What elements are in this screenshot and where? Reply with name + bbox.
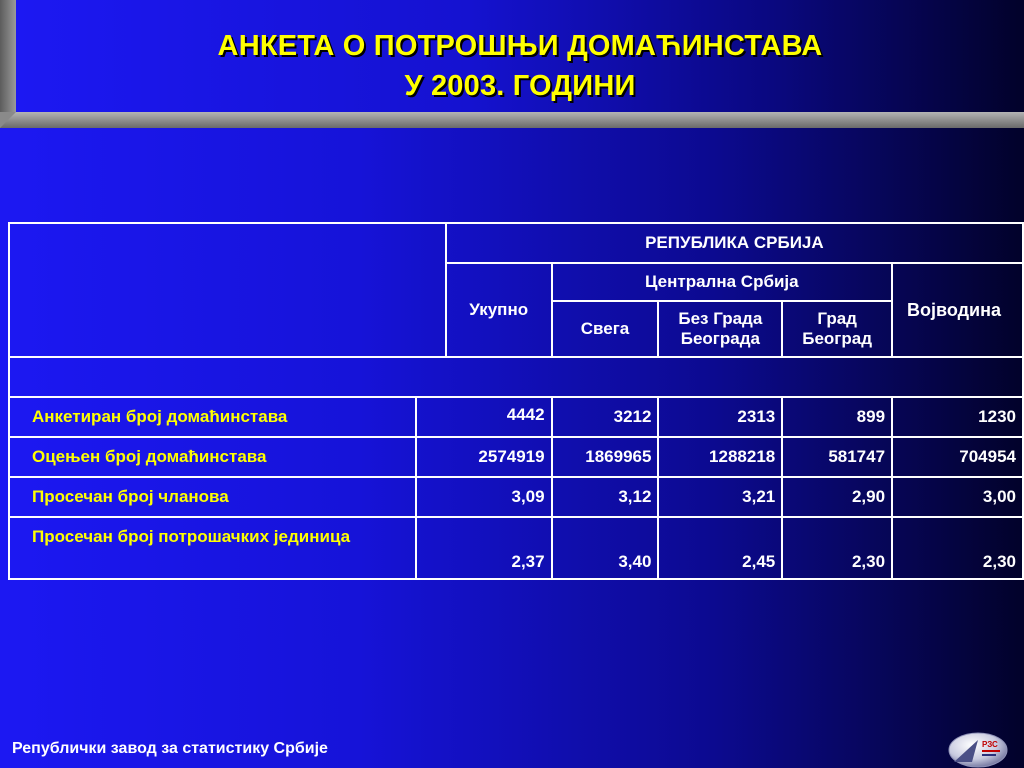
table-row	[9, 397, 1023, 437]
svg-text:РЗС: РЗС	[982, 740, 998, 749]
cell-all: 3212	[552, 397, 659, 437]
title-bar	[0, 0, 1024, 128]
cell-without-belgrade: 2313	[658, 397, 782, 437]
footer-institution: Републички завод за статистику Србије	[12, 740, 328, 757]
row-label: Просечан број чланова	[9, 477, 416, 517]
title-bevel-left	[0, 0, 16, 112]
title-bevel-bottom	[0, 112, 1024, 128]
cell-vojvodina: 704954	[892, 437, 1023, 477]
cell-vojvodina: 1230	[892, 397, 1023, 437]
title-line-1: АНКЕТА О ПОТРОШЊИ ДОМАЋИНСТАВА	[217, 30, 823, 62]
row-label: Анкетиран број домаћинстава	[9, 397, 416, 437]
cell-all: 1869965	[552, 437, 659, 477]
row-label: Просечан број потрошачких јединица	[9, 517, 416, 579]
title-face	[16, 0, 1024, 112]
cell-total: 3,09	[416, 477, 552, 517]
cell-all: 3,40	[552, 517, 659, 579]
cell-belgrade: 581747	[782, 437, 892, 477]
cell-without-belgrade: 1288218	[658, 437, 782, 477]
cell-vojvodina: 3,00	[892, 477, 1023, 517]
table-corner-cell	[9, 223, 446, 357]
rzs-logo-icon	[948, 732, 1008, 768]
header-central-serbia: Централна Србија	[552, 263, 892, 301]
cell-belgrade: 2,30	[782, 517, 892, 579]
spacer-row	[9, 357, 1023, 397]
header-vojvodina: Војводина	[892, 263, 1023, 357]
cell-without-belgrade: 2,45	[658, 517, 782, 579]
cell-belgrade: 899	[782, 397, 892, 437]
cell-total: 4442	[416, 397, 552, 437]
cell-total: 2,37	[416, 517, 552, 579]
cell-all: 3,12	[552, 477, 659, 517]
cell-vojvodina: 2,30	[892, 517, 1023, 579]
page-title	[16, 26, 1024, 106]
table-row	[9, 477, 1023, 517]
header-republic: РЕПУБЛИКА СРБИЈА	[446, 223, 1023, 263]
table-row	[9, 517, 1023, 579]
cell-without-belgrade: 3,21	[658, 477, 782, 517]
table-row	[9, 437, 1023, 477]
cell-total: 2574919	[416, 437, 552, 477]
header-without-belgrade: Без Града Београда	[658, 301, 782, 357]
cell-belgrade: 2,90	[782, 477, 892, 517]
header-all: Свега	[552, 301, 659, 357]
survey-table	[8, 222, 1024, 580]
header-total: Укупно	[446, 263, 552, 357]
row-label: Оцењен број домаћинстава	[9, 437, 416, 477]
header-belgrade: Град Београд	[782, 301, 892, 357]
title-line-2: У 2003. ГОДИНИ	[404, 70, 636, 102]
